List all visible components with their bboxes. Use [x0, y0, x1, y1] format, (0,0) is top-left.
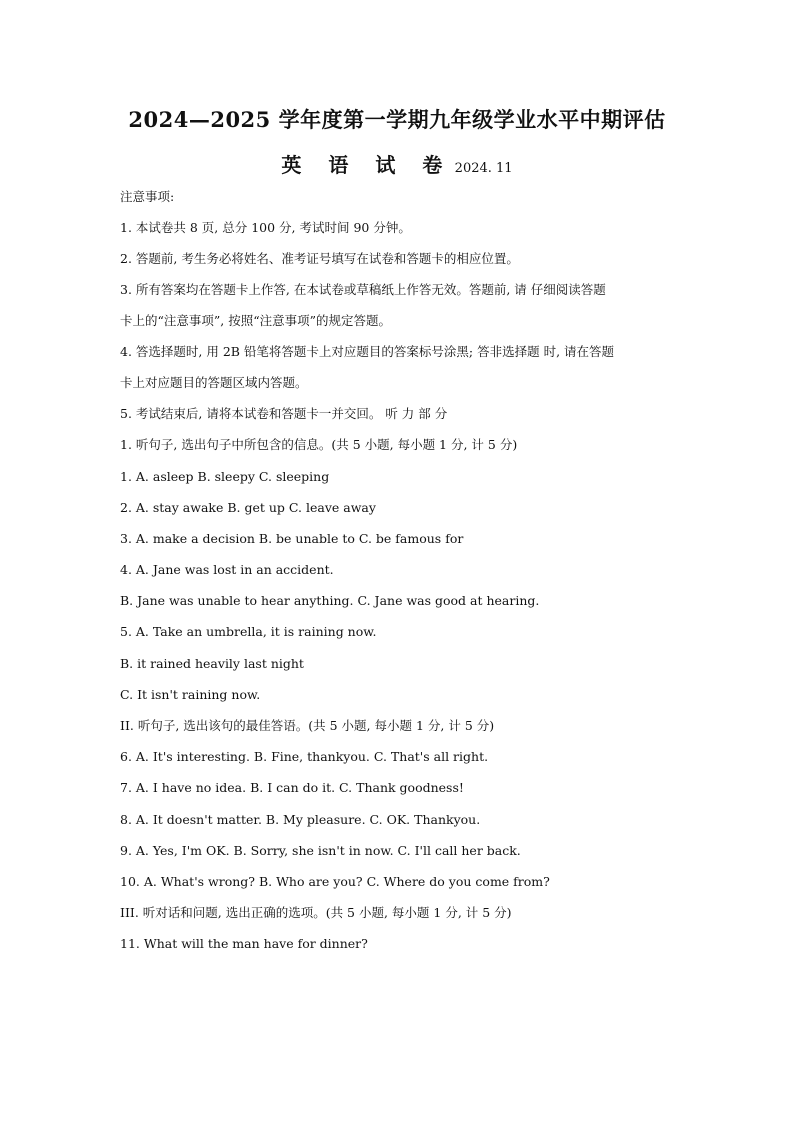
question-line: 8. A. It doesn't matter. B. My pleasure. C. OK. Thankyou. — [120, 812, 481, 827]
question-line: 5. A. Take an umbrella, it is raining now. — [120, 624, 377, 639]
question-line: B. Jane was unable to hear anything. C. Jane was good at hearing. — [120, 593, 540, 608]
notice-item: 2. 答题前, 考生务必将姓名、准考证号填写在试卷和答题卡的相应位置。 — [120, 251, 519, 266]
section-heading: 1. 听句子, 选出句子中所包含的信息。(共 5 小题, 每小题 1 分, 计 5 分) — [120, 437, 518, 452]
question-line: C. It isn't raining now. — [120, 687, 261, 702]
notice-item: 4. 答选择题时, 用 2B 铅笔将答题卡上对应题目的答案标号涂黑; 答非选择题 时, 请在答题 — [120, 344, 615, 359]
question-line: 9. A. Yes, I'm OK. B. Sorry, she isn't in now. C. I'll call her back. — [120, 843, 521, 858]
question-line: 4. A. Jane was lost in an accident. — [120, 562, 334, 577]
section-heading: III. 听对话和问题, 选出正确的选项。(共 5 小题, 每小题 1 分, 计 5 分) — [120, 905, 512, 920]
question-line: 6. A. It's interesting. B. Fine, thankyou. C. That's all right. — [120, 749, 489, 764]
notice-item: 3. 所有答案均在答题卡上作答, 在本试卷或草稿纸上作答无效。答题前, 请 仔细阅读答题 — [120, 282, 606, 297]
question-line: 7. A. I have no idea. B. I can do it. C. Thank goodness! — [120, 780, 464, 795]
question-line: 1. A. asleep B. sleepy C. sleeping — [120, 469, 330, 484]
question-line: B. it rained heavily last night — [120, 656, 304, 671]
question-line: 2. A. stay awake B. get up C. leave away — [120, 500, 376, 515]
notice-item: 卡上对应题目的答题区域内答题。 — [120, 375, 308, 390]
notice-item: 1. 本试卷共 8 页, 总分 100 分, 考试时间 90 分钟。 — [120, 220, 411, 235]
notice-heading: 注意事项: — [120, 189, 175, 204]
exam-subtitle — [0, 149, 794, 178]
subject-title: 英 语 试 卷 — [281, 153, 453, 177]
question-line: 3. A. make a decision B. be unable to C. be famous for — [120, 531, 464, 546]
notice-item: 卡上的“注意事项”, 按照“注意事项”的规定答题。 — [120, 313, 392, 328]
notice-item: 5. 考试结束后, 请将本试卷和答题卡一并交回。 听 力 部 分 — [120, 406, 448, 421]
question-line: 10. A. What's wrong? B. Who are you? C. Where do you come from? — [120, 874, 550, 889]
section-heading: II. 听句子, 选出该句的最佳答语。(共 5 小题, 每小题 1 分, 计 5 分) — [120, 718, 495, 733]
exam-title: 2024—2025 学年度第一学期九年级学业水平中期评估 — [128, 107, 666, 132]
exam-date: 2024. 11 — [454, 161, 513, 176]
question-line: 11. What will the man have for dinner? — [120, 936, 368, 951]
